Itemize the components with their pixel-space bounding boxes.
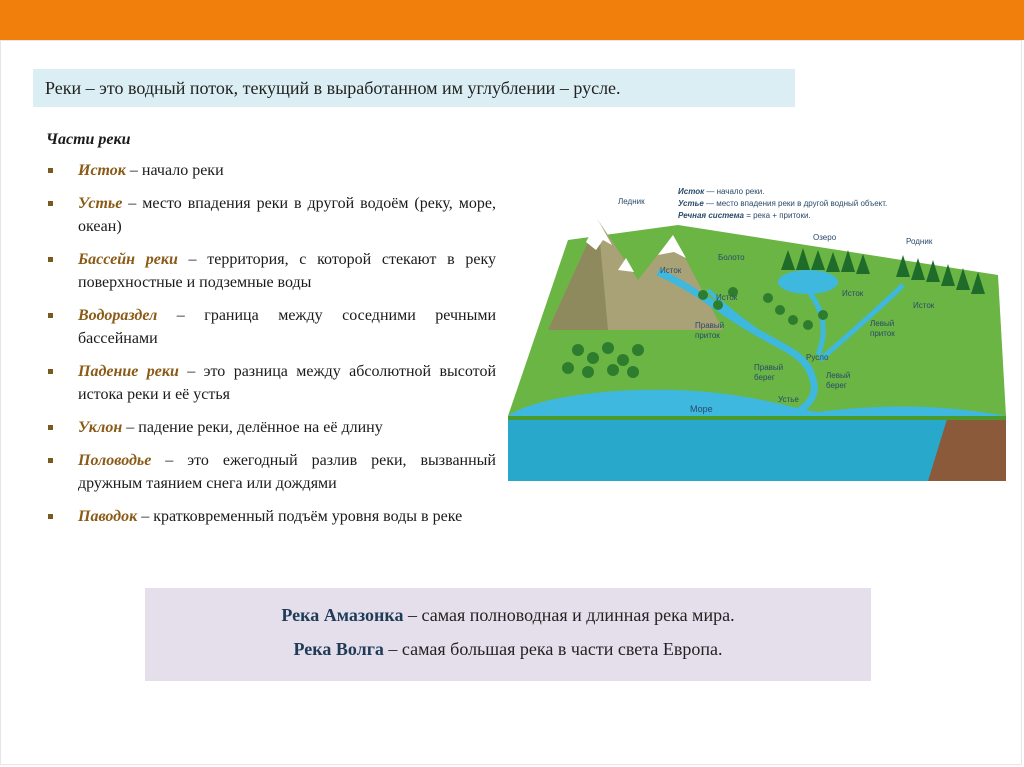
label-spring: Родник — [906, 237, 933, 246]
label-source-3: Исток — [842, 289, 864, 298]
term: Исток — [78, 162, 126, 179]
bullet-icon — [48, 201, 53, 206]
label-glacier: Ледник — [618, 197, 645, 206]
list-item — [46, 449, 496, 495]
label-channel: Русло — [806, 353, 829, 362]
river-parts — [46, 128, 496, 538]
term-description: – начало реки — [125, 162, 224, 179]
term-description: – это ежегодный разлив реки, вызванный дружным таянием снега или дождями — [78, 452, 496, 492]
list-item — [46, 192, 496, 238]
label-right-tributary: Правый — [695, 321, 725, 330]
bullet-icon — [48, 168, 53, 173]
label-left-bank: Левый — [826, 371, 851, 380]
label-source-2: Исток — [716, 293, 738, 302]
label-right-bank: Правый — [754, 363, 784, 372]
list-item — [46, 304, 496, 350]
amazon-text: – самая полноводная и длинная река мира. — [403, 605, 735, 625]
fact-amazon — [145, 605, 871, 626]
term: Бассейн реки — [78, 251, 178, 268]
label-source-1: Исток — [660, 266, 682, 275]
bullet-icon — [48, 425, 53, 430]
label-right-tributary-2: приток — [695, 331, 720, 340]
parts-title: Части реки — [46, 131, 131, 148]
label-left-bank-2: берег — [826, 381, 847, 390]
fact-volga — [145, 639, 871, 660]
list-item — [46, 159, 496, 182]
legend-system: Речная система = река + притоки. — [678, 211, 811, 220]
river-system-diagram — [508, 180, 1006, 481]
term-description: – кратковременный подъём уровня воды в реке — [137, 508, 463, 525]
term: Паводок — [78, 508, 138, 525]
list-item — [46, 248, 496, 294]
term: Водораздел — [78, 307, 158, 324]
volga-text: – самая большая река в части света Европа. — [383, 639, 723, 659]
term-description: – граница между соседними речными бассейнами — [78, 307, 496, 347]
label-left-tributary: Левый — [870, 319, 895, 328]
volga-name: Река Волга — [293, 639, 384, 659]
term-description: – территория, с которой стекают в реку поверхностные и подземные воды — [78, 251, 496, 291]
label-swamp: Болото — [718, 253, 745, 262]
term: Уклон — [78, 419, 123, 436]
list-item — [46, 360, 496, 406]
term: Устье — [78, 195, 123, 212]
label-left-tributary-2: приток — [870, 329, 895, 338]
top-accent-bar — [0, 0, 1024, 40]
label-lake: Озеро — [813, 233, 837, 242]
bullet-icon — [48, 369, 53, 374]
bullet-icon — [48, 458, 53, 463]
bullet-icon — [48, 313, 53, 318]
bullet-icon — [48, 257, 53, 262]
definition-text: Реки – это водный поток, текущий в выработанном им углублении – русле. — [45, 78, 621, 98]
term-description: – падение реки, делённое на её длину — [122, 419, 383, 436]
label-sea: Море — [690, 404, 713, 414]
amazon-name: Река Амазонка — [281, 605, 404, 625]
term: Половодье — [78, 452, 152, 469]
list-item — [46, 416, 496, 439]
label-mouth: Устье — [778, 395, 799, 404]
river-facts — [145, 588, 871, 681]
list-item — [46, 505, 496, 528]
label-source-4: Исток — [913, 301, 935, 310]
bullet-icon — [48, 514, 53, 519]
legend-mouth: Устье — место впадения реки в другой водный объект. — [678, 199, 888, 208]
term-description: – это разница между абсолютной высотой истока реки и её устья — [78, 363, 497, 403]
term: Падение реки — [78, 363, 179, 380]
term-description: – место впадения реки в другой водоём (реку, море, океан) — [78, 195, 496, 235]
river-definition — [33, 69, 795, 107]
legend-source: Исток — начало реки. — [678, 187, 765, 196]
label-right-bank-2: берег — [754, 373, 775, 382]
parts-list — [46, 159, 496, 528]
